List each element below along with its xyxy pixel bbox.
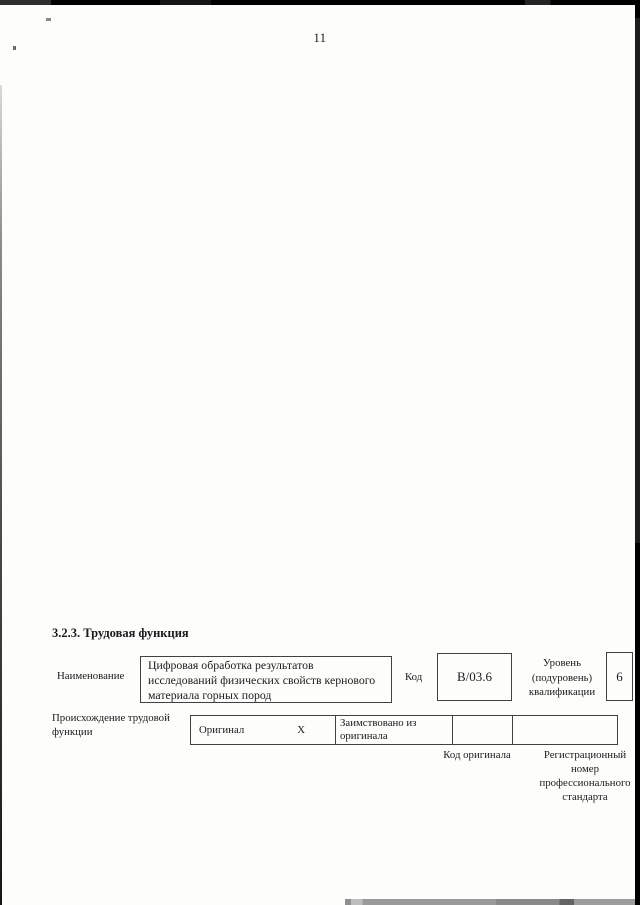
section-heading: 3.2.3. Трудовая функция [52,626,189,640]
scan-speck [13,46,16,50]
name-label: Наименование [57,670,125,682]
page-number: 11 [313,31,327,45]
origin-table-row [191,716,618,745]
registration-number-label: Регистрационный номер профессионального стандарта [539,749,631,803]
scan-speck [46,18,51,21]
origin-code-cell [453,716,513,745]
original-mark: X [297,723,305,736]
level-value-box: 6 [606,652,633,701]
function-name-box: Цифровая обработка результатов исследований физических свойств кернового материала горных пород [140,656,392,703]
scan-artifact-top [0,0,640,5]
scan-artifact-bottom [345,899,635,905]
origin-table [190,715,618,745]
scan-artifact-left [0,85,2,905]
origin-label: Происхождение трудовой функции [52,712,170,738]
level-label: Уровень (подуровень) квалификации [528,657,596,698]
code-label: Код [405,671,423,683]
code-original-label: Код оригинала [443,749,511,761]
function-code-box: В/03.6 [437,653,512,701]
original-label: Оригинал [199,723,245,736]
origin-original-cell [191,716,336,745]
origin-regnum-cell [513,716,618,745]
origin-borrowed-cell: Заимствовано из оригинала [336,716,453,745]
